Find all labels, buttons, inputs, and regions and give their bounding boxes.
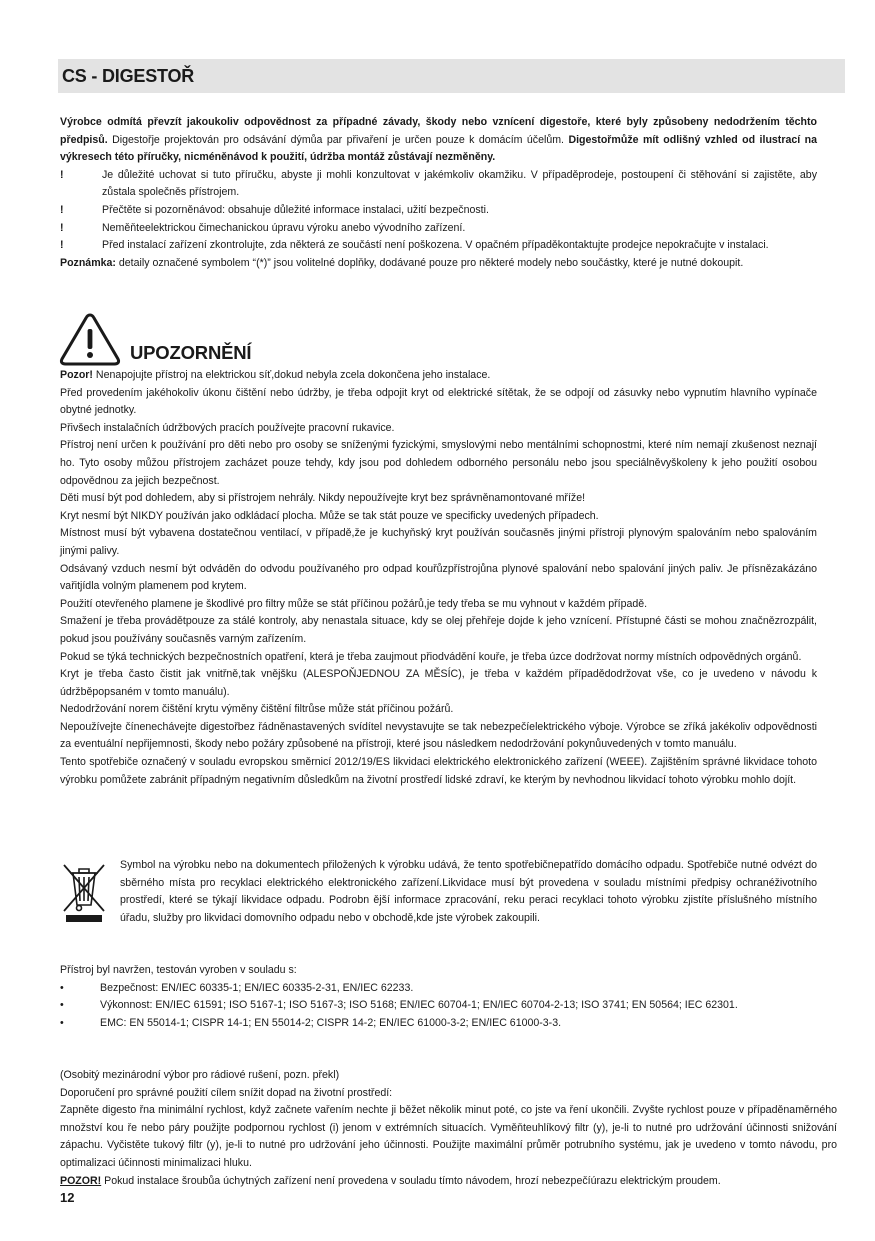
weee-text: Symbol na výrobku nebo na dokumentech přiložených k výrobku udává, že tento spotřebičnepatřído domácího odpadu. Spotřebiče nutné odvézt do sběrného místa pro recyklaci elektrického elektronického zařízení.Likvidace musí být provedena v souladu místními předpisy ochranéživotního prostředí, které se týkají likvidace odpadu. Podrobn ější informace zpracování, reku peraci recyklaci tohoto výrobku zjistíte příslušného místního úřadu, služby pro likvidaci domovního odpadu nebo v obchodě,kde jste výrobek zakoupili. [120,859,817,924]
standards-section [60,962,817,1032]
list-item [60,202,817,220]
list-item-text: Bezpečnost: EN/IEC 60335-1; EN/IEC 60335-2-31, EN/IEC 62233. [100,981,414,994]
list-item [60,237,817,255]
warning-paragraph: Přístroj není určen k používání pro děti nebo pro osoby se sníženými fyzickými, smyslovými nebo mentálními schopnostmi, které ním nemají zkušenost neznají ho. Tyto osoby můžou přístrojem zacházet pouze tehdy, kdy jsou pod dohledem odborného personálu nebo jsou speciálněvyškoleny k jeho použití osobou odpovědnou za jejich bezpečnost. [60,439,817,487]
tail-paragraph: (Osobitý mezinárodní výbor pro rádiové rušení, pozn. překl) [60,1069,340,1081]
list-item [60,1015,817,1033]
list-item-text: Neměňteelektrickou čimechanickou úpravu výroku anebo vývodního zařízení. [102,221,466,234]
exclamation-mark: ! [60,221,64,234]
bullet: • [60,981,64,994]
tail-section [60,1067,837,1190]
crossed-bin-icon [60,859,108,927]
section-header [58,59,845,93]
warning-paragraph: Použití otevřeného plamene je škodlivé pro filtry může se stát příčinou požárů,je tedy třeba se mu vyhnout v každém případě. [60,597,648,610]
pozor-text: Nenapojujte přístroj na elektrickou síť,dokud nebyla zcela dokončena jeho instalace. [92,369,491,381]
pozor-label: Pozor! [60,369,93,381]
tail-paragraph [60,1173,837,1191]
note-label: Poznámka: [60,256,116,269]
list-item-text: EMC: EN 55014-1; CISPR 14-1; EN 55014-2; CISPR 14-2; EN/IEC 61000-3-2; EN/IEC 61000-3-3. [100,1016,562,1029]
tail-paragraph: Zapněte digesto řna minimální rychlost, když začnete vařením nechte ji běžet několik minut poté, co jste va ření ukončili. Zvyšte rychlost pouze v případěnaměrného množství kou ře nebo páry použijte podpornou rychlost (i) jenom v extrémních situacích. Vyměňteuhlíkový filtr (y), je-li to nutné pro udržování účinnosti snižování zápachu. Vyčistěte tukový filtr (y), je-li to nutné pro udržování jeho účinnosti. Použijte maximální průměr potrubního systému, jak je uvedeno v tomto návodu, pro optimalizaci účinnosti minimalizaci hluku. [60,1104,837,1169]
warning-paragraph: Pokud se týká technických bezpečnostních opatření, která je třeba zaujmout přiodvádění kouře, je třeba úzce dodržovat normy místních odpovědných orgánů. [60,650,802,663]
note-paragraph [60,255,817,273]
intro-section [60,114,817,272]
warning-paragraph: Přivšech instalačních údržbových pracích používejte pracovní rukavice. [60,421,395,434]
warning-paragraph: Tento spotřebiče označený v souladu evropskou směrnicí 2012/19/ES likvidaci elektrického elektronického zařízení (WEEE). Zajištěním správné likvidace tohoto výrobku pomůžete zabránit případným negativním důsledkům na životní prostředí lidské zdraví, ke kterým by nevhodnou likvidací tohoto výrobku mohlo dojít. [60,756,817,786]
page-number: 12 [60,1190,75,1205]
list-item-text: Přečtěte si pozorněnávod: obsahuje důležité informace instalaci, užití bezpečnosti. [102,203,489,216]
exclamation-mark: ! [60,203,64,216]
list-item [60,980,817,998]
warning-paragraph: Smažení je třeba provádětpouze za stálé kontroly, aby nenastala situace, kdy se olej přehřeje dojde k jeho vznícení. Přístupné části se mohou značnězrozpálit, pokud jsou používány současněs varným zařízením. [60,615,817,645]
intro-normal-text: Digestořje projektován pro odsávání dýmůa par přivaření je určen pouze k domácím účelům. [107,133,569,146]
list-item [60,167,817,202]
tail-paragraph: Doporučení pro správné použití cílem snížit dopad na životní prostředí: [60,1086,393,1099]
list-item-text: Před instalací zařízení zkontrolujte, zda některá ze součástí není poškozena. V opačném případěkontaktujte prodejce nepokračujte v instalaci. [102,239,769,252]
warning-paragraph [60,367,817,385]
list-item-text: Výkonnost: EN/IEC 61591; ISO 5167-1; ISO 5167-3; ISO 5168; EN/IEC 60704-1; EN/IEC 60704-2-13; ISO 3741; EN 50564; IEC 62301. [100,999,738,1012]
warning-paragraph: Nedodržování norem čištění krytu výměny čištění filtrůse může stát příčinou požárů. [60,703,454,716]
pozor-text: Pokud instalace šroubůa úchytných zařízení není provedena v souladu tímto návodem, hrozí nebezpečíúrazu elektrickým proudem. [101,1174,721,1187]
page-title: CS - DIGESTOŘ [62,66,195,86]
warning-paragraph: Místnost musí být vybavena dostatečnou ventilací, v případě,že je kuchyňský kryt používán současněs jinými přístroji plynovým spalováním nebo spalováním jinými palivy. [60,527,817,557]
pozor-label: POZOR! [60,1174,102,1187]
warning-paragraph: Děti musí být pod dohledem, aby si přístrojem nehrály. Nikdy nepoužívejte kryt bez správněnamontované mříže! [60,492,586,505]
standards-intro: Přístroj byl navržen, testován vyroben v souladu s: [60,964,297,976]
bullet: • [60,1016,64,1029]
warning-title: UPOZORNĚNÍ [130,342,252,363]
list-item-text: Je důležité uchovat si tuto příručku, abyste ji mohli konzultovat v jakémkoliv okamžiku. V případěprodeje, postoupení či stěhování si zajistěte, aby zůstala společněs přístrojem. [102,168,817,199]
exclamation-mark: ! [60,239,64,252]
warning-heading [58,312,458,368]
note-text: detaily označené symbolem “(*)” jsou volitelné doplňky, dodávané pouze pro některé modely nebo součástky, které je nutné dokoupit. [115,256,744,269]
intro-paragraph [60,114,817,167]
intro-bold-text-2: Digestořmůže mít odlišný vzhled od ilustrací na výkresech této příručky, nicméněnávod k použití, údržba montáž zůstávají nezměněny. [60,133,817,164]
warning-triangle-icon [58,312,122,366]
bullet: • [60,999,64,1012]
warning-paragraph: Před provedením jakéhokoliv úkonu čištění nebo údržby, je třeba odpojit kryt od elektrické sítětak, že se odpojí od zásuvky nebo vypnutím hlavního vypínače obytné jednotky. [60,386,817,417]
list-item [60,997,817,1015]
weee-section [60,857,817,927]
intro-bold-text: Výrobce odmítá převzít jakoukoliv odpovědnost za případné závady, škody nebo vznícení digestoře, které byly způsobeny nedodržením těchto předpisů. [60,116,817,146]
warning-paragraph: Kryt nesmí být NIKDY používán jako odkládací plocha. Může se tak stát pouze ve specificky uvedených případech. [60,509,599,522]
warning-paragraph: Kryt je třeba často čistit jak vnitřně,tak vnějšku (ALESPOŇJEDNOU ZA MĚSÍC), je třeba v každém případědodržovat vše, co je uvedeno v návodu k údržběpopsaném v tomto manuálu). [60,668,817,698]
exclamation-mark: ! [60,168,64,181]
list-item [60,220,817,238]
warning-paragraph: Nepoužívejte čínenechávejte digestořbez řádněnastavených svídítel nevystavujte se tak nebezpečíelektrického výboje. Výrobce se zříká jakékoliv odpovědnosti za eventuální nepřijemnosti, škody nebo požáry způsobené na přístroji, které jsou následkem nedodržování pokynůuvedených v tomto manuálu. [60,720,817,751]
warning-section [60,367,817,789]
warning-paragraph: Odsávaný vzduch nesmí být odváděn do odvodu používaného pro odpad kouřůzpřístrojůna plynové spalování nebo spalování jiných paliv. Je přísnězakázáno vařitjídla volným plamenem pod krytem. [60,562,817,593]
